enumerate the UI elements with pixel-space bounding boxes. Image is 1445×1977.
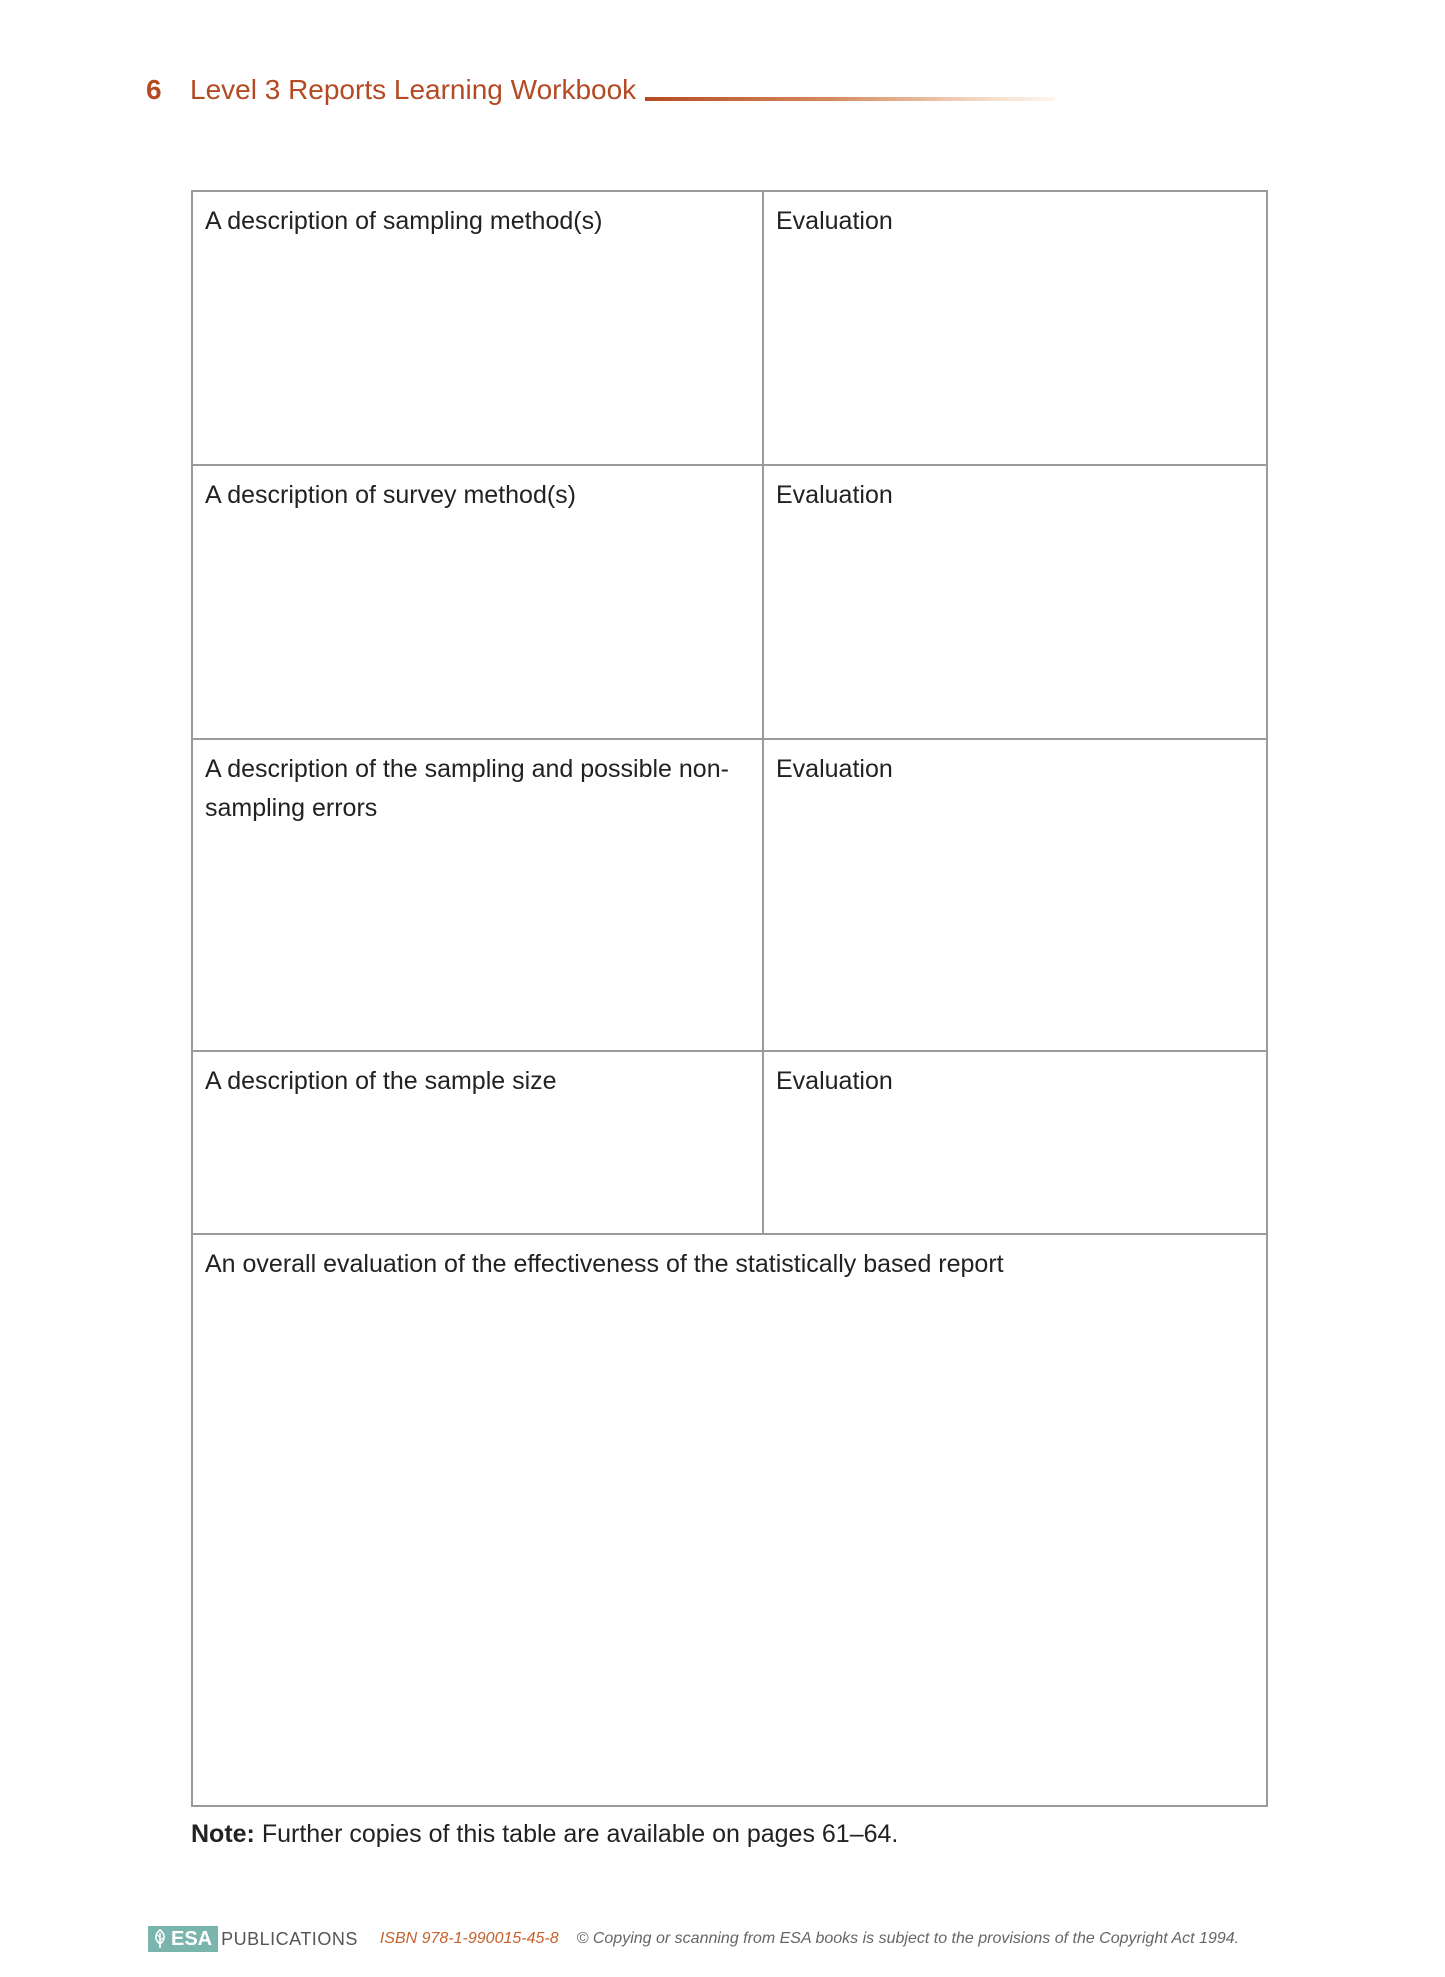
- book-title: Level 3 Reports Learning Workbook: [190, 74, 637, 105]
- sampling-errors-line-1: A description of the sampling and possible non-: [205, 755, 729, 783]
- sampling-method-description-cell[interactable]: A description of sampling method(s): [193, 192, 764, 464]
- table-row-survey-method: [193, 466, 1266, 740]
- sampling-errors-line-2: sampling errors: [205, 794, 378, 822]
- survey-method-evaluation-cell[interactable]: Evaluation: [776, 481, 893, 509]
- note-label: Note:: [191, 1820, 255, 1848]
- evaluation-table: [191, 190, 1268, 1807]
- overall-evaluation-cell[interactable]: An overall evaluation of the effectiveness of the statistically based report: [205, 1250, 1004, 1278]
- sampling-errors-description-cell[interactable]: [193, 740, 764, 1050]
- esa-logo-text: ESA: [171, 1927, 213, 1950]
- page-number: 6: [146, 74, 162, 105]
- sample-size-evaluation-cell[interactable]: Evaluation: [776, 1067, 893, 1095]
- leaf-icon: [152, 1929, 168, 1949]
- table-row-sampling-method: [193, 192, 1266, 466]
- table-row-sample-size: [193, 1052, 1266, 1235]
- publisher-name: PUBLICATIONS: [221, 1928, 358, 1949]
- table-row-overall: [193, 1235, 1266, 1805]
- esa-logo: [148, 1926, 218, 1952]
- copyright-notice: © Copying or scanning from ESA books is subject to the provisions of the Copyright Act 1994.: [576, 1930, 1240, 1947]
- page-footer: [148, 1925, 1239, 1953]
- isbn: ISBN 978-1-990015-45-8: [379, 1930, 559, 1947]
- sampling-errors-evaluation-cell[interactable]: Evaluation: [776, 755, 893, 783]
- table-row-sampling-errors: [193, 740, 1266, 1052]
- table-note: [191, 1820, 898, 1849]
- sample-size-description-cell[interactable]: A description of the sample size: [193, 1052, 764, 1233]
- note-text: Further copies of this table are available on pages 61–64.: [254, 1820, 899, 1848]
- sampling-method-evaluation-cell[interactable]: Evaluation: [776, 207, 893, 235]
- running-header: [146, 74, 636, 110]
- header-rule: [645, 97, 1055, 101]
- survey-method-description-cell[interactable]: A description of survey method(s): [193, 466, 764, 738]
